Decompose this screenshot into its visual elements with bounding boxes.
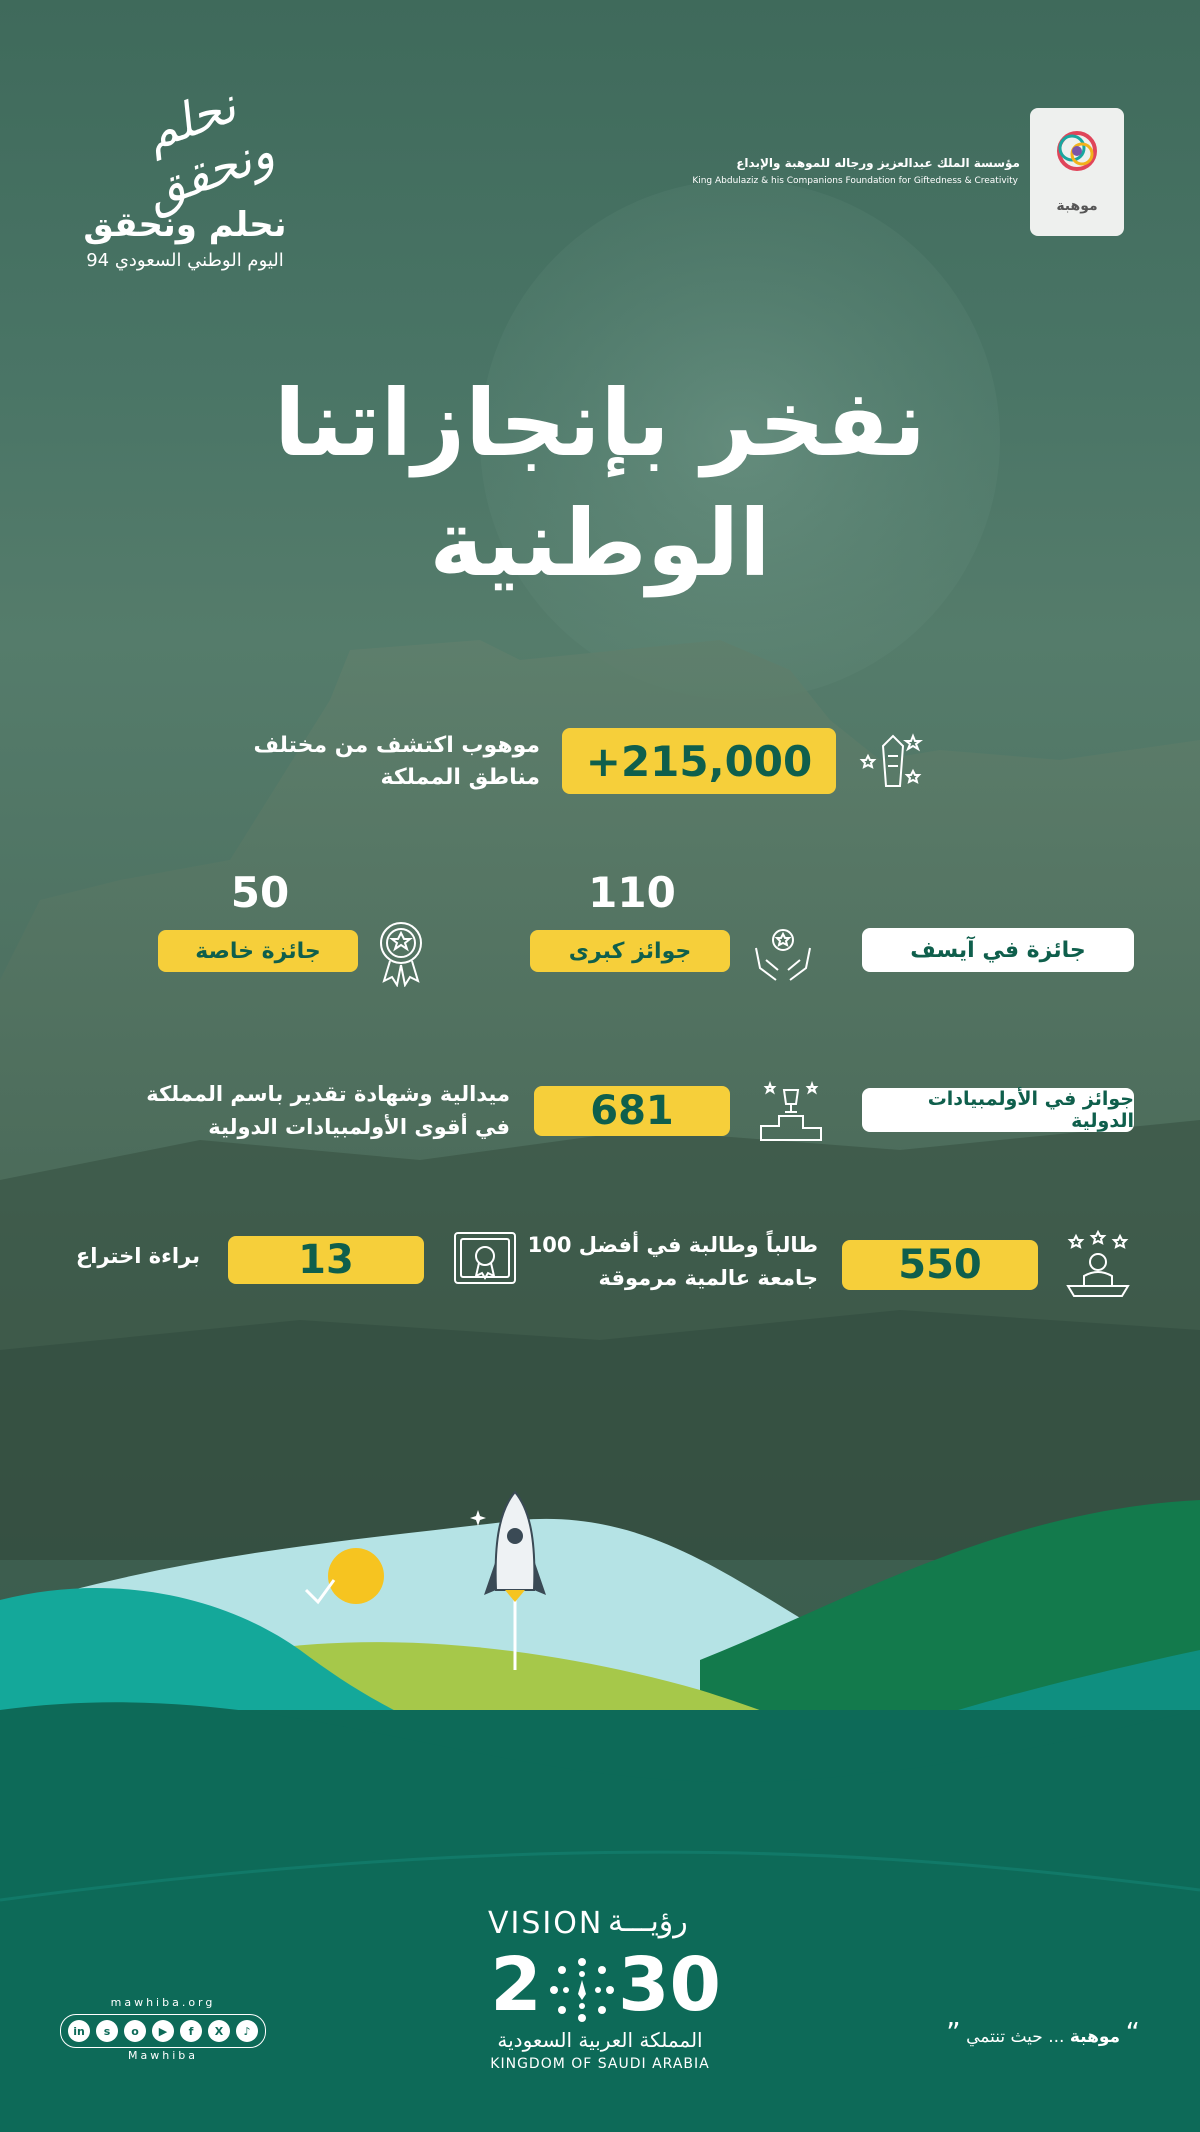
vision-label-en: VISION (488, 1906, 604, 1941)
patents-value-pill: 13 (228, 1236, 424, 1284)
website-label: mawhiba.org (110, 1996, 216, 2009)
students-desc-2: جامعة عالمية مرموقة (598, 1266, 818, 1290)
vision-label-ar: رؤيـــة (608, 1904, 688, 1939)
students-desc-1: طالباً وطالبة في أفضل 100 (527, 1233, 818, 1257)
students-value-pill: 550 (842, 1240, 1038, 1290)
olympiad-label-pill: جوائز في الأولمبيادات الدولية (862, 1088, 1134, 1132)
patents-label: براءة اختراع (75, 1244, 200, 1268)
x-icon[interactable]: X (208, 2020, 230, 2042)
kingdom-name-ar: المملكة العربية السعودية (497, 2028, 703, 2052)
talents-label-1: موهوب اكتشف من مختلف (253, 733, 540, 758)
isef-label-pill: جائزة في آيسف (862, 928, 1134, 972)
sun-icon (328, 1548, 384, 1604)
national-day-logo (60, 70, 300, 280)
slogan-quote-open: “ (1125, 2016, 1140, 2049)
instagram-icon[interactable]: o (124, 2020, 146, 2042)
olympiad-desc-2: في أقوى الأولمبيادات الدولية (208, 1115, 510, 1139)
olympiad-value-pill: 681 (534, 1086, 730, 1136)
social-handle: Mawhiba (128, 2049, 198, 2062)
medal-star-icon (370, 915, 432, 987)
talents-value-pill: +215,000 (562, 728, 836, 794)
logo-calligraphy: نحلم ونحقق (137, 77, 282, 222)
foundation-name-ar: مؤسسة الملك عبدالعزيز ورجاله للموهبة والإبداع (736, 156, 1020, 170)
special-awards-pill: جائزة خاصة (158, 930, 358, 972)
mawhiba-badge-label: موهبة (1056, 198, 1098, 214)
logo-subtitle: اليوم الوطني السعودي 94 (86, 250, 284, 271)
main-title-line-2: الوطنية (429, 490, 771, 597)
foundation-name-en: King Abdulaziz & his Companions Foundation for Giftedness & Creativity (692, 176, 1018, 186)
facebook-icon[interactable]: f (180, 2020, 202, 2042)
mawhiba-logo-icon (1052, 126, 1102, 176)
grand-awards-pill: جوائز كبرى (530, 930, 730, 972)
logo-title: نحلم ونحقق (83, 205, 287, 245)
trophy-stars-icon (858, 726, 928, 796)
special-awards-value: 50 (230, 868, 290, 917)
tiktok-icon[interactable]: ♪ (236, 2020, 258, 2042)
mawhiba-logo-badge (1030, 108, 1124, 236)
talents-label-2: مناطق المملكة (380, 765, 540, 790)
hands-award-icon (748, 918, 818, 988)
graduate-stars-icon (1062, 1230, 1134, 1302)
snapchat-icon[interactable]: s (96, 2020, 118, 2042)
kingdom-name-en: KINGDOM OF SAUDI ARABIA (490, 2056, 710, 2072)
slogan-brand: موهبة (1069, 2027, 1121, 2047)
youtube-icon[interactable]: ▶ (152, 2020, 174, 2042)
grand-awards-value: 110 (588, 868, 676, 917)
patent-certificate-icon (452, 1230, 518, 1286)
olympiad-desc-1: ميدالية وشهادة تقدير باسم المملكة (146, 1082, 510, 1106)
vision-digits-30: 30 (618, 1942, 721, 2028)
social-icons (68, 2020, 258, 2042)
slogan (900, 2016, 1140, 2049)
slogan-quote-close: ” (946, 2016, 961, 2049)
podium-trophy-icon (756, 1076, 826, 1146)
sparkle-icon (470, 1510, 486, 1526)
linkedin-icon[interactable]: in (68, 2020, 90, 2042)
vision-emblem-icon (546, 1954, 618, 2026)
vision-digit-2: 2 (490, 1942, 542, 2028)
main-title-line-1: نفخر بإنجازاتنا (274, 370, 926, 477)
slogan-text: ... حيث تنتمي (966, 2027, 1065, 2047)
